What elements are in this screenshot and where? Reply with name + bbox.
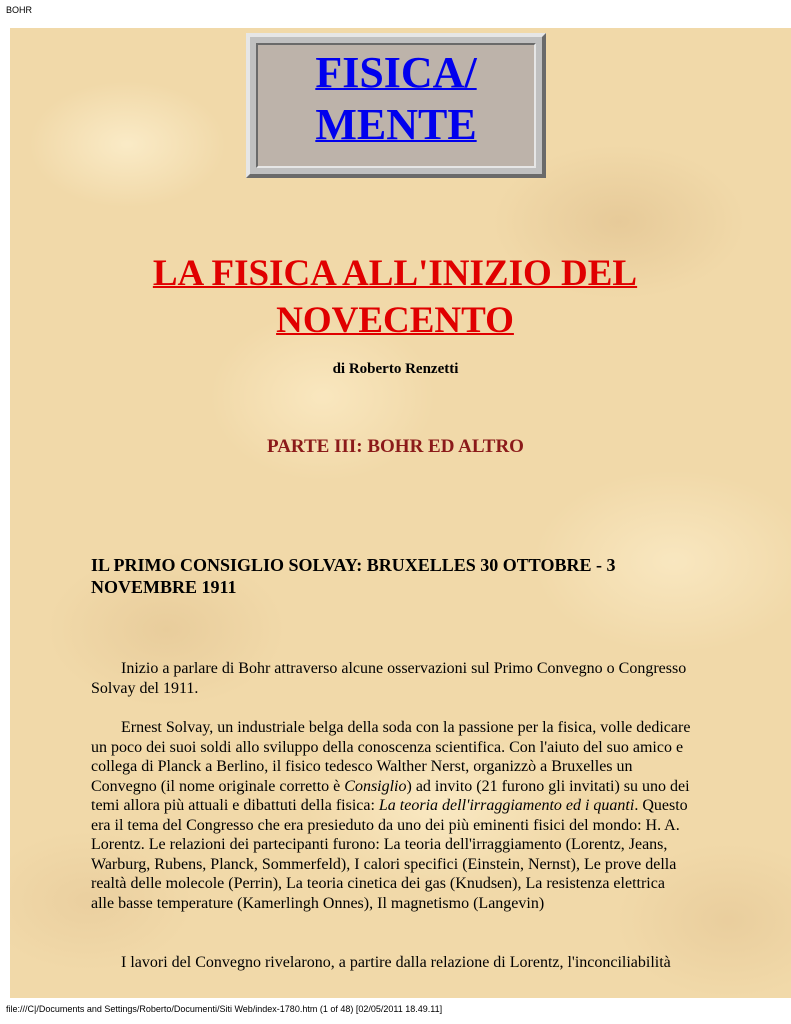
- article-part: PARTE III: BOHR ED ALTRO: [267, 436, 524, 457]
- page-content: [10, 28, 791, 998]
- site-title-box-inner: [256, 43, 536, 168]
- section-heading-line2: NOVEMBRE 1911: [91, 577, 237, 597]
- site-title-link-line1[interactable]: FISICA/: [315, 48, 477, 97]
- section-heading: [91, 554, 691, 598]
- site-title-box: [246, 33, 546, 178]
- paragraph-solvay-emphasis-consiglio: Consiglio: [344, 777, 407, 795]
- article-title-line1: LA FISICA ALL'INIZIO DEL: [152, 253, 638, 294]
- paragraph-solvay: [91, 718, 691, 913]
- print-header: BOHR: [6, 5, 33, 15]
- paragraph-solvay-text-c: . Questo era il tema del Congresso che era presieduto da uno dei più eminenti fisici del mondo: H. A. Lorentz. Le relazioni dei partecipanti furono: La teoria dell'irraggiamento (Lorentz, Jeans, Warburg, Rubens, Planck, Sommerfeld), I calori specifici (Einstein, Nernst), Le prove della realtà delle molecole (Perrin), La teoria cinetica dei gas (Knudsen), La resistenza elettrica alle basse temperature (Kamerlingh Onnes), Il magnetismo (Langevin): [91, 797, 688, 912]
- article-title: [90, 250, 700, 344]
- site-title: [258, 45, 534, 151]
- paragraph-solvay-text-b: ) ad invito (21 furono gli invitati) su uno dei temi allora più attuali e dibattuti della fisica:: [91, 777, 690, 814]
- paragraph-intro: Inizio a parlare di Bohr attraverso alcune osservazioni sul Primo Convegno o Congresso Solvay del 1911.: [91, 660, 687, 697]
- paragraph-solvay-text-a: Ernest Solvay, un industriale belga della soda con la passione per la fisica, volle dedicare un poco dei suoi soldi allo sviluppo della conoscenza scientifica. Con l'aiuto del suo amico e collega di Planck a Berlino, il fisico tedesco Walther Nerst, organizzò a Bruxelles un Convegno (il nome originale corretto è: [91, 719, 691, 795]
- print-footer: file:///C|/Documents and Settings/Roberto/Documenti/Siti Web/index-1780.htm (1 of 48) [02/05/2011 18.49.11]: [6, 1004, 443, 1014]
- paragraph-solvay-emphasis-theme: La teoria dell'irraggiamento ed i quanti: [378, 797, 635, 814]
- paragraph-lavori: I lavori del Convegno rivelarono, a partire dalla relazione di Lorentz, l'inconciliabilità: [121, 954, 671, 971]
- section-heading-line1: IL PRIMO CONSIGLIO SOLVAY: BRUXELLES 30 OTTOBRE - 3: [91, 555, 616, 575]
- site-title-link-line2[interactable]: MENTE: [315, 100, 477, 149]
- article-author: di Roberto Renzetti: [332, 361, 459, 377]
- article-title-line2: NOVECENTO: [276, 300, 514, 341]
